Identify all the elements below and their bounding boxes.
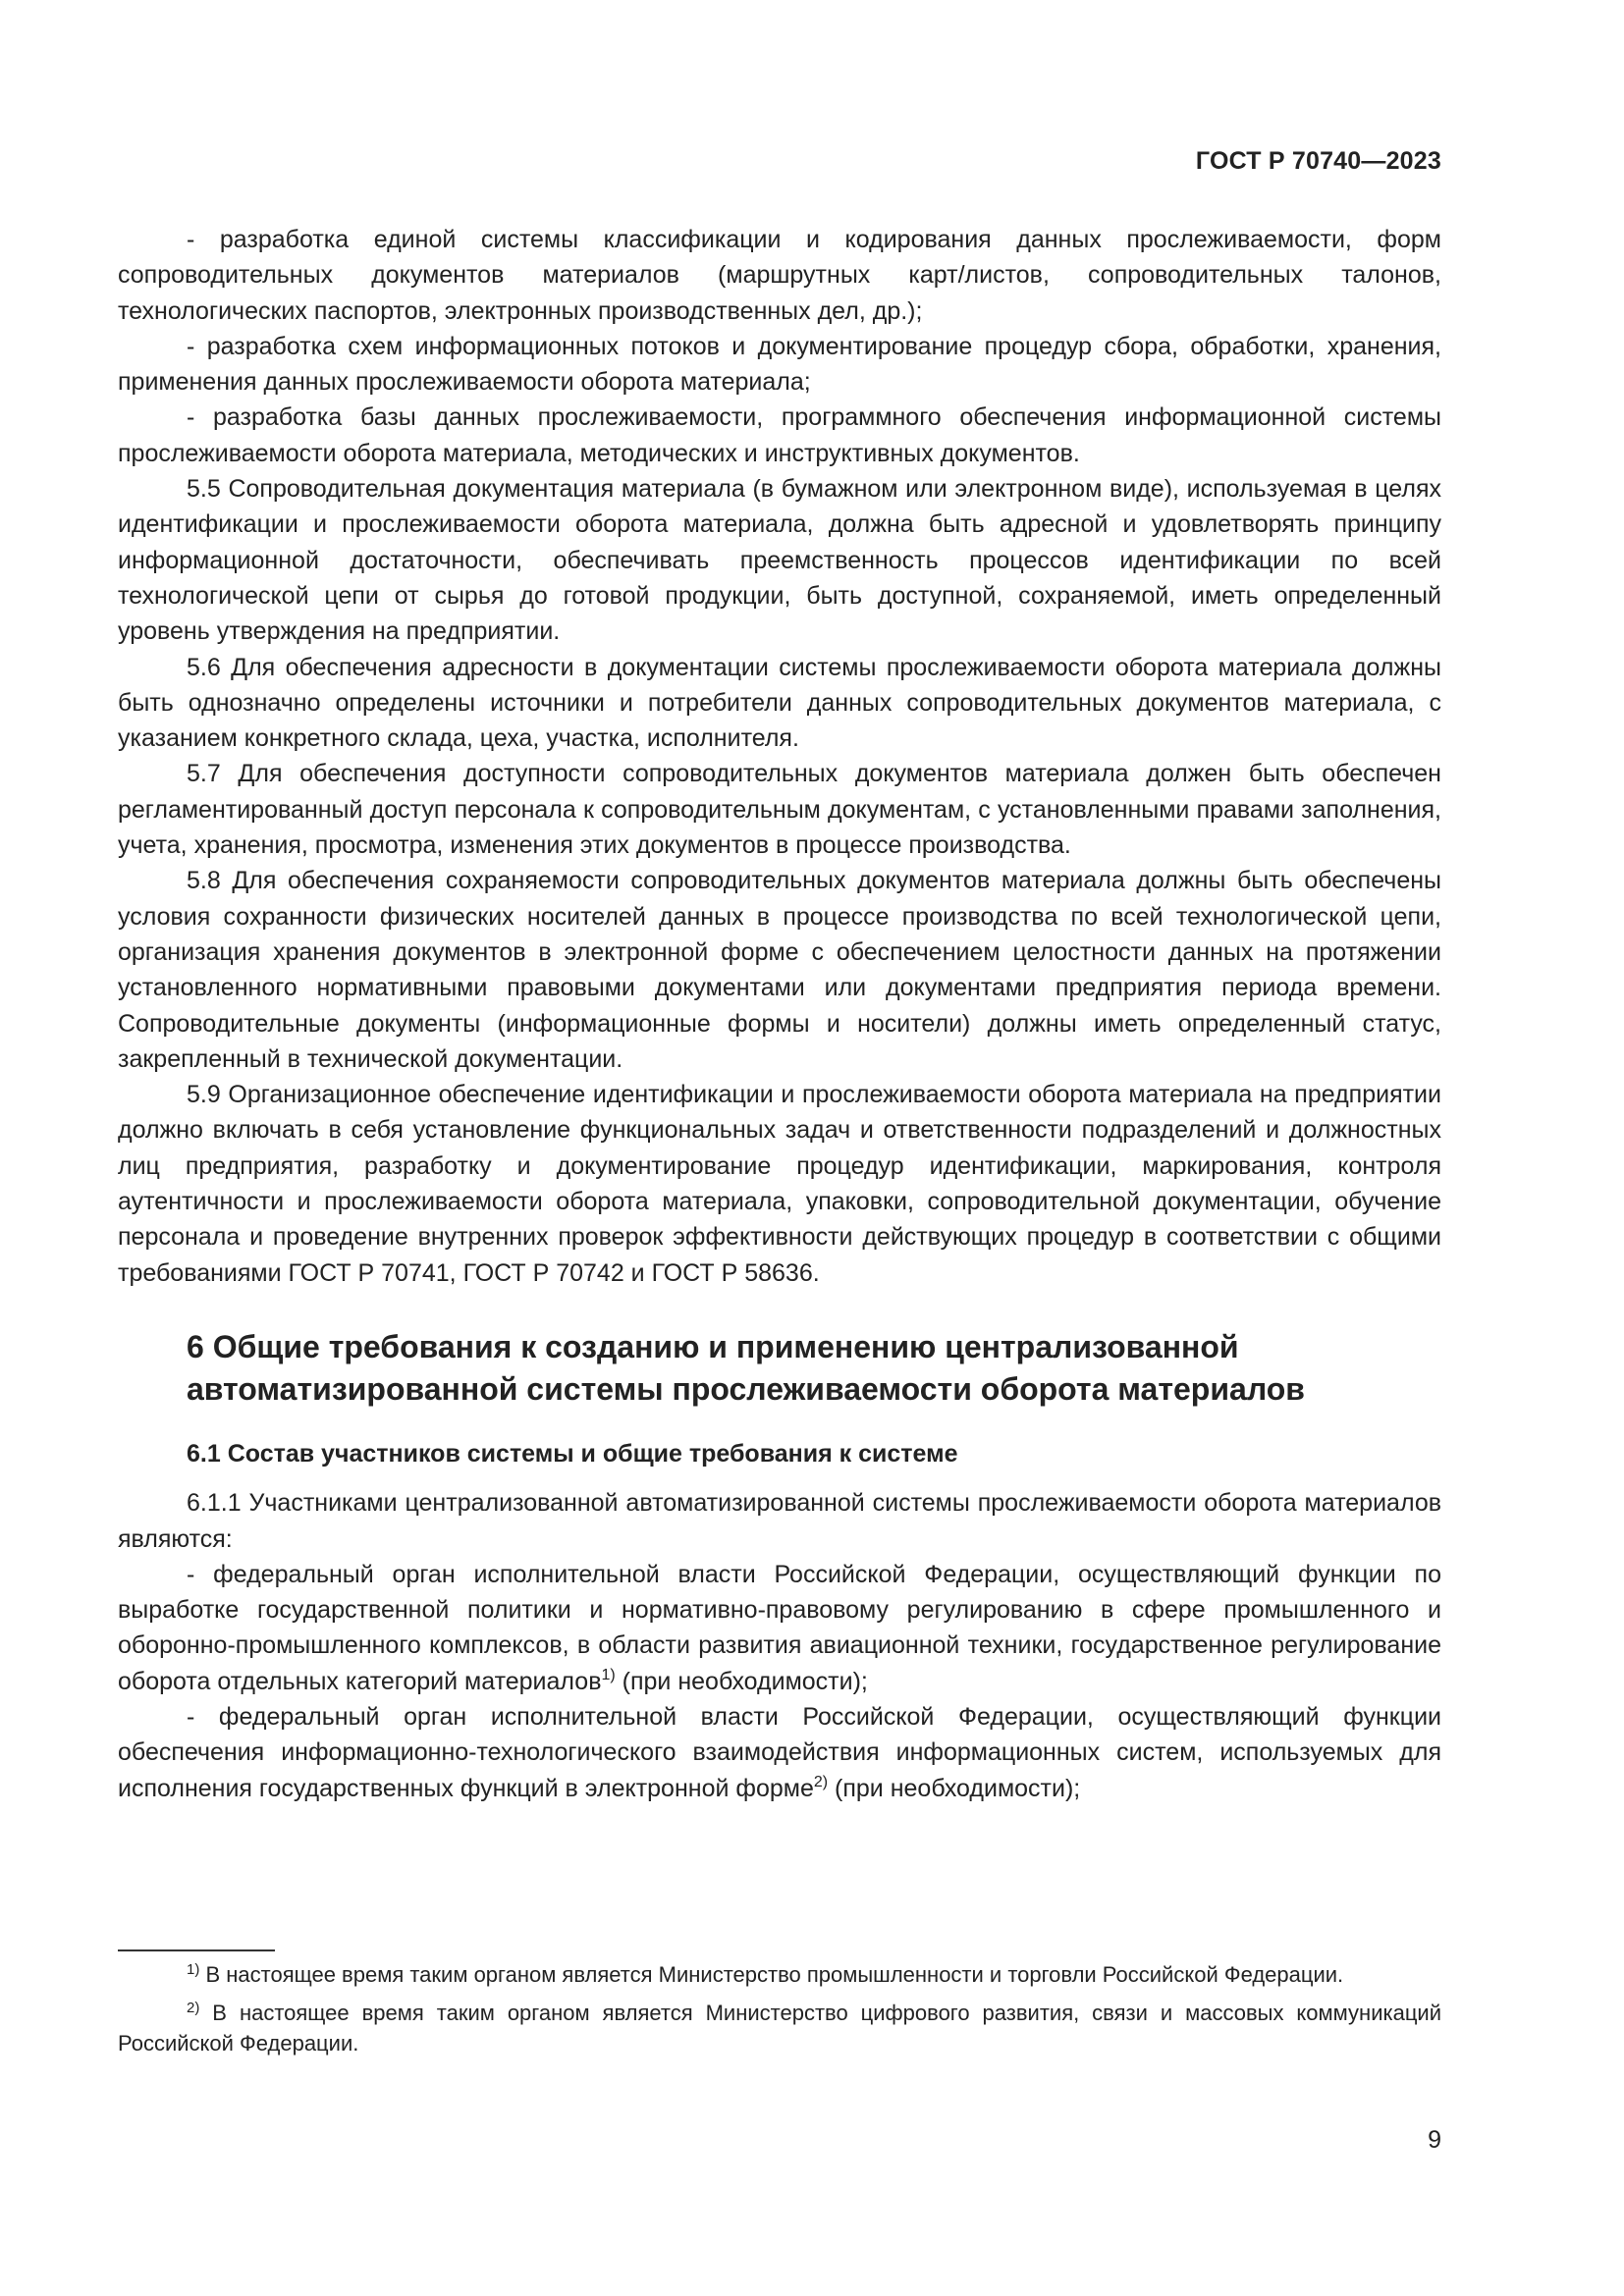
footnote [118, 1998, 1441, 2058]
footnote-reference[interactable]: 1) [601, 1666, 616, 1683]
participant-item-tail: (при необходимости); [828, 1774, 1081, 1802]
body-paragraph: - разработка схем информационных потоков и документирование процедур сбора, обработки, хранения, применения данных прослеживаемости оборота материала; [118, 332, 1441, 397]
clause-5-6: 5.6 Для обеспечения адресности в документации системы прослеживаемости оборота материала должны быть однозначно определены источники и потребители данных сопроводительных документов материала, с указанием конкретного склада, цеха, участка, исполнителя. [118, 653, 1441, 753]
footnote-text: В настоящее время таким органом является Министерство цифрового развития, связи и массовых коммуникаций Российской Федерации. [118, 2001, 1441, 2056]
clause-5-8: 5.8 Для обеспечения сохраняемости сопроводительных документов материала должны быть обеспечены условия сохранности физических носителей данных в процессе производства по всей технологической цепи, организация хранения документов в электронной форме с обеспечением целостности данных на протяжении установленного нормативными правовыми документами или документами предприятия периода времени. Сопроводительные документы (информационные формы и носители) должны иметь определенный статус, закрепленный в технической документации. [118, 867, 1441, 1073]
clause-5-7: 5.7 Для обеспечения доступности сопроводительных документов материала должен быть обеспечен регламентированный доступ персонала к сопроводительным документам, с установленными правами заполнения, учета, хранения, просмотра, изменения этих документов в процессе производства. [118, 760, 1441, 860]
participant-item-tail: (при необходимости); [615, 1667, 868, 1695]
clause-5-9: 5.9 Организационное обеспечение идентификации и прослеживаемости оборота материала на предприятии должно включать в себя установление функциональных задач и ответственности подразделений и должностных лиц предприятия, разработку и документирование процедур идентификации, маркирования, контроля аутентичности и прослеживаемости оборота материала, упаковки, сопроводительной документации, обучение персонала и проведение внутренних проверок эффективности действующих процедур в соответствии с общими требованиями ГОСТ Р 70741, ГОСТ Р 70742 и ГОСТ Р 58636. [118, 1081, 1441, 1287]
document-body [118, 222, 1441, 1806]
footnote-reference[interactable]: 2) [813, 1773, 829, 1790]
clause-5-5: 5.5 Сопроводительная документация материала (в бумажном или электронном виде), используемая в целях идентификации и прослеживаемости оборота материала, должна быть адресной и удовлетворять принципу информационной достаточности, обеспечивать преемственность процессов идентификации по всей технологической цепи от сырья до готовой продукции, быть доступной, сохраняемой, иметь определенный уровень утверждения на предприятии. [118, 475, 1441, 646]
footnote [118, 1959, 1441, 1990]
subsection-6-1-title: 6.1 Состав участников системы и общие требования к системе [187, 1439, 958, 1468]
participant-item [118, 1557, 1441, 1699]
section-6-title: 6 Общие требования к созданию и применению централизованной автоматизированной системы прослеживаемости оборота материалов [187, 1328, 1305, 1407]
body-paragraph: - разработка единой системы классификации и кодирования данных прослеживаемости, форм сопроводительных документов материалов (маршрутных карт/листов, сопроводительных талонов, технологических паспортов, электронных производственных дел, др.); [118, 226, 1441, 325]
participant-item-text: - федеральный орган исполнительной власти Российской Федерации, осуществляющий функции по выработке государственной политики и нормативно-правовому регулированию в сфере промышленного и оборонно-промышленного комплексов, в области развития авиационной техники, государственное регулирование оборота отдельных категорий материалов [118, 1560, 1441, 1695]
page-number: 9 [1428, 2126, 1441, 2154]
participant-item [118, 1699, 1441, 1806]
footnote-separator [118, 1949, 275, 1951]
participant-item-text: - федеральный орган исполнительной власти Российской Федерации, осуществляющий функции обеспечения информационно-технологического взаимодействия информационных систем, используемых для исполнения государственных функций в электронной форме [118, 1702, 1441, 1802]
clause-6-1-1: 6.1.1 Участниками централизованной автоматизированной системы прослеживаемости оборота материалов являются: [118, 1489, 1441, 1553]
footnote-mark: 1) [187, 1961, 200, 1978]
footnote-mark: 2) [187, 2000, 200, 2016]
footnote-text: В настоящее время таким органом является Министерство промышленности и торговли Российской Федерации. [199, 1962, 1344, 1987]
footnotes [118, 1959, 1441, 2066]
document-code-header: ГОСТ Р 70740—2023 [1195, 147, 1441, 175]
body-paragraph: - разработка базы данных прослеживаемости, программного обеспечения информационной системы прослеживаемости оборота материала, методических и инструктивных документов. [118, 403, 1441, 467]
